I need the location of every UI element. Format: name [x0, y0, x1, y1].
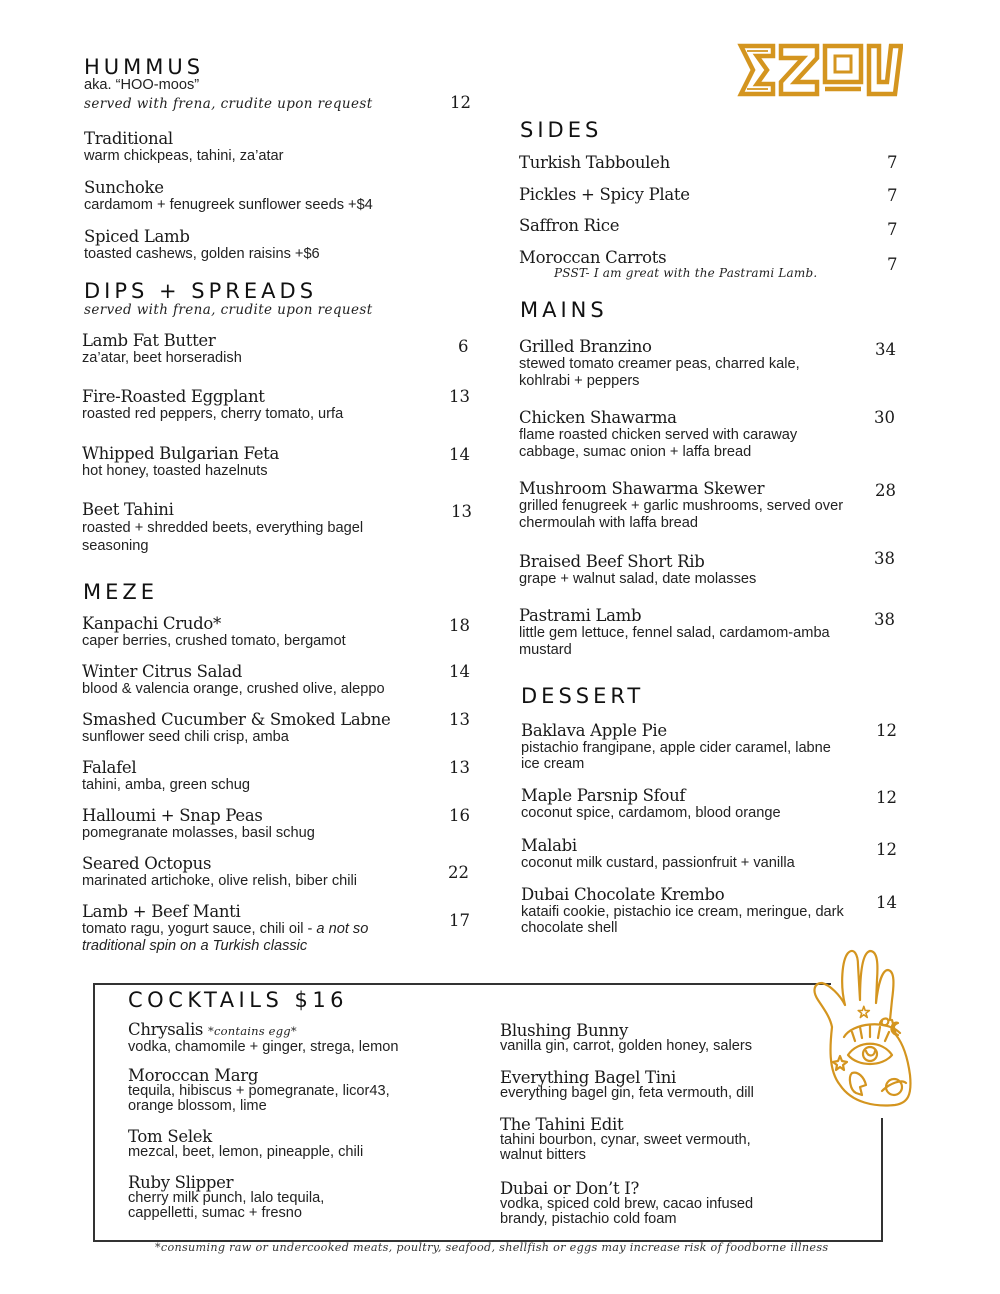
menu-item	[82, 806, 315, 842]
item-desc: roasted + shredded beets, everything bagel seasoning	[82, 520, 364, 554]
item-name: Lamb Fat Butter	[82, 331, 216, 350]
item-name: Smashed Cucumber & Smoked Labne	[82, 710, 391, 729]
menu-item	[82, 710, 391, 746]
item-name: Malabi	[521, 836, 577, 855]
cocktail-name: Moroccan Marg	[128, 1066, 259, 1085]
item-name: Braised Beef Short Rib	[519, 552, 705, 571]
menu-item	[84, 227, 320, 263]
item-desc: coconut milk custard, passionfruit + vanilla	[521, 855, 795, 871]
item-name: Fire-Roasted Eggplant	[82, 387, 265, 406]
cocktail-name: Blushing Bunny	[500, 1021, 628, 1040]
item-desc: cardamom + fenugreek sunflower seeds +$4	[84, 197, 373, 213]
menu-item	[521, 885, 861, 936]
side-item-name: Moroccan Carrots	[519, 248, 667, 267]
hummus-price: 12	[450, 93, 471, 112]
side-item-price: 7	[887, 153, 898, 172]
item-price: 17	[449, 911, 470, 930]
item-name: Kanpachi Crudo*	[82, 614, 221, 633]
cocktail-note: *contains egg*	[208, 1024, 297, 1038]
item-price: 16	[449, 806, 470, 825]
item-price: 14	[449, 445, 470, 464]
cocktails-box-top-border	[93, 983, 831, 985]
menu-item	[82, 902, 422, 955]
item-desc: grilled fenugreek + garlic mushrooms, served over chermoulah with laffa bread	[519, 498, 844, 531]
ezov-logo	[737, 42, 903, 98]
item-desc: za’atar, beet horseradish	[82, 350, 242, 366]
cocktail-item	[500, 1116, 790, 1163]
item-name: Winter Citrus Salad	[82, 662, 242, 681]
item-name: Falafel	[82, 758, 137, 777]
item-name: Beet Tahini	[82, 500, 174, 519]
cocktail-item	[128, 1067, 438, 1114]
item-name: Sunchoke	[84, 178, 164, 197]
menu-item	[82, 331, 242, 367]
item-desc	[82, 921, 422, 955]
item-price: 13	[451, 502, 472, 521]
hummus-heading: HUMMUS	[84, 55, 205, 79]
side-item-name: Saffron Rice	[519, 216, 620, 235]
side-item-note: PSST- I am great with the Pastrami Lamb.	[554, 266, 818, 280]
item-price: 22	[448, 863, 469, 882]
item-name: Chicken Shawarma	[519, 408, 677, 427]
item-name: Mushroom Shawarma Skewer	[519, 479, 765, 498]
cocktail-item	[500, 1069, 754, 1101]
item-price: 38	[874, 549, 895, 568]
menu-item	[521, 721, 841, 772]
dips-heading: DIPS + SPREADS	[84, 279, 318, 303]
item-desc: toasted cashews, golden raisins +$6	[84, 246, 320, 262]
item-desc-italic: a not so traditional spin on a Turkish classic	[82, 921, 369, 954]
item-desc: sunflower seed chili crisp, amba	[82, 729, 289, 745]
cocktails-heading: COCKTAILS $16	[128, 988, 349, 1012]
item-name: Grilled Branzino	[519, 337, 652, 356]
menu-item	[519, 408, 849, 461]
item-desc-plain: tomato ragu, yogurt sauce, chili oil -	[82, 921, 317, 937]
item-name: Lamb + Beef Manti	[82, 902, 241, 921]
item-price: 12	[876, 840, 897, 859]
item-price: 30	[874, 408, 895, 427]
item-desc: hot honey, toasted hazelnuts	[82, 463, 268, 479]
cocktail-item	[128, 1174, 368, 1221]
item-desc: roasted red peppers, cherry tomato, urfa	[82, 406, 344, 422]
item-desc: little gem lettuce, fennel salad, cardamom-amba mustard	[519, 625, 830, 658]
item-price: 13	[449, 710, 470, 729]
cocktail-name: Dubai or Don’t I?	[500, 1179, 640, 1198]
dessert-heading: DESSERT	[521, 684, 645, 708]
menu-item	[519, 552, 859, 588]
item-desc: stewed tomato creamer peas, charred kale, kohlrabi + peppers	[519, 356, 800, 389]
cocktail-desc: tahini bourbon, cynar, sweet vermouth, walnut bitters	[500, 1132, 751, 1163]
cocktail-desc: everything bagel gin, feta vermouth, dill	[500, 1085, 754, 1101]
cocktail-name: Everything Bagel Tini	[500, 1068, 677, 1087]
raw-food-disclaimer: *consuming raw or undercooked meats, poultry, seafood, shellfish or eggs may increase risk of foodborne illness	[155, 1241, 829, 1254]
cocktail-name: Ruby Slipper	[128, 1173, 234, 1192]
item-name: Baklava Apple Pie	[521, 721, 667, 740]
item-price: 28	[875, 481, 896, 500]
item-desc: flame roasted chicken served with caraway cabbage, sumac onion + laffa bread	[519, 427, 798, 460]
menu-item	[82, 387, 343, 423]
side-item-name: Pickles + Spicy Plate	[519, 185, 690, 204]
sides-heading: SIDES	[520, 118, 603, 142]
cocktail-desc: cherry milk punch, lalo tequila, cappelletti, sumac + fresno	[128, 1190, 325, 1221]
item-desc: blood & valencia orange, crushed olive, aleppo	[82, 681, 385, 697]
menu-item	[82, 444, 279, 480]
item-price: 14	[876, 893, 897, 912]
item-name: Seared Octopus	[82, 854, 212, 873]
item-desc: kataifi cookie, pistachio ice cream, meringue, dark chocolate shell	[521, 904, 844, 936]
cocktail-desc: vanilla gin, carrot, golden honey, salers	[500, 1038, 753, 1054]
cocktail-item	[500, 1022, 752, 1054]
item-desc: warm chickpeas, tahini, za’atar	[84, 148, 284, 164]
menu-item	[82, 758, 250, 794]
item-desc: pistachio frangipane, apple cider caramel, labne ice cream	[521, 740, 831, 772]
item-desc: pomegranate molasses, basil schug	[82, 825, 315, 841]
side-item-price: 7	[887, 220, 898, 239]
hummus-aka: aka. “HOO-moos”	[84, 77, 200, 93]
item-desc: caper berries, crushed tomato, bergamot	[82, 633, 346, 649]
item-price: 18	[449, 616, 470, 635]
cocktail-name: Tom Selek	[128, 1127, 212, 1146]
cocktail-item	[128, 1128, 363, 1160]
menu-item	[82, 500, 412, 555]
item-desc: tahini, amba, green schug	[82, 777, 250, 793]
cocktail-desc: vodka, chamomile + ginger, strega, lemon	[128, 1039, 399, 1055]
menu-item	[519, 606, 849, 659]
item-price: 13	[449, 758, 470, 777]
cocktail-item	[500, 1180, 790, 1227]
cocktails-box-left-border	[93, 983, 95, 1241]
item-name: Traditional	[84, 129, 173, 148]
cocktail-desc: vodka, spiced cold brew, cacao infused brandy, pistachio cold foam	[500, 1196, 754, 1227]
item-desc: grape + walnut salad, date molasses	[519, 571, 757, 587]
side-item-price: 7	[887, 186, 898, 205]
hummus-subtitle: served with frena, crudite upon request	[84, 96, 373, 112]
menu-item	[519, 337, 849, 390]
item-price: 12	[876, 788, 897, 807]
side-item-name: Turkish Tabbouleh	[519, 153, 670, 172]
menu-item	[84, 178, 373, 214]
cocktails-box-right-border	[881, 1118, 883, 1242]
cocktail-name: The Tahini Edit	[500, 1115, 624, 1134]
dips-subtitle: served with frena, crudite upon request	[84, 302, 373, 318]
item-price: 14	[449, 662, 470, 681]
cocktail-name: Chrysalis	[128, 1020, 204, 1039]
menu-item	[82, 854, 357, 890]
item-price: 13	[449, 387, 470, 406]
item-name: Dubai Chocolate Krembo	[521, 885, 725, 904]
cocktail-item	[128, 1021, 399, 1055]
menu-item	[82, 662, 385, 698]
menu-item	[84, 129, 284, 165]
menu-item	[521, 786, 781, 821]
item-price: 12	[876, 721, 897, 740]
item-price: 38	[874, 610, 895, 629]
item-desc: marinated artichoke, olive relish, biber chili	[82, 873, 357, 889]
item-price: 34	[875, 340, 896, 359]
item-name: Halloumi + Snap Peas	[82, 806, 263, 825]
hamsa-hand-icon	[800, 945, 920, 1120]
meze-heading: MEZE	[83, 580, 159, 604]
menu-item	[519, 479, 859, 532]
item-name: Maple Parsnip Sfouf	[521, 786, 686, 805]
item-price: 6	[458, 337, 469, 356]
item-name: Whipped Bulgarian Feta	[82, 444, 280, 463]
cocktail-desc: tequila, hibiscus + pomegranate, licor43, orange blossom, lime	[128, 1083, 390, 1114]
side-item-price: 7	[887, 255, 898, 274]
item-name: Pastrami Lamb	[519, 606, 642, 625]
menu-item	[521, 836, 795, 871]
cocktail-desc: mezcal, beet, lemon, pineapple, chili	[128, 1144, 364, 1160]
item-desc: coconut spice, cardamom, blood orange	[521, 805, 781, 821]
mains-heading: MAINS	[520, 298, 608, 322]
item-name: Spiced Lamb	[84, 227, 190, 246]
menu-item	[82, 614, 346, 650]
